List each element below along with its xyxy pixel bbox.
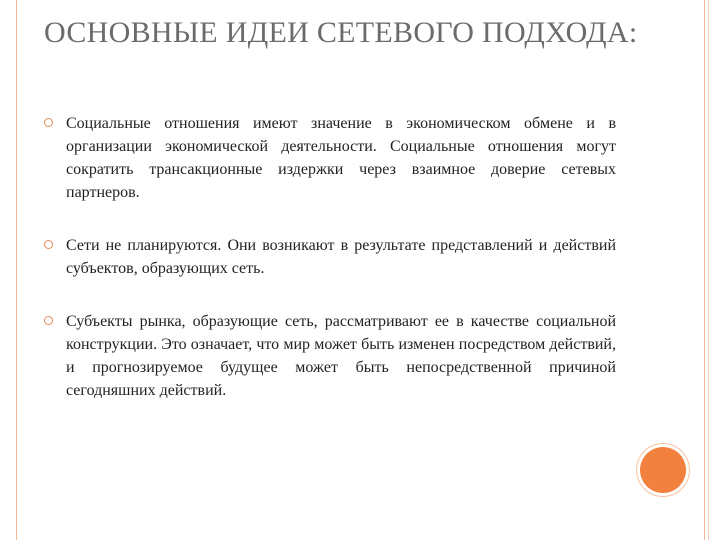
frame-line-left [16, 0, 17, 540]
bullet-text: Субъекты рынка, образующие сеть, рассматривают ее в качестве социальной конструкции. Это означает, что мир может быть изменен посредством действий, и прогнозируемое будущее может быть непосредственной причиной сегодняшних действий. [66, 313, 616, 399]
slide-title: ОСНОВНЫЕ ИДЕИ СЕТЕВОГО ПОДХОДА: [44, 16, 638, 49]
bullet-text: Социальные отношения имеют значение в экономическом обмене и в организации экономической деятельности. Социальные отношения могут сократить трансакционные издержки через взаимное доверие сетевых партнеров. [66, 115, 616, 201]
decorative-circle-icon [640, 447, 686, 493]
circle-bullet-icon [44, 240, 53, 249]
bullet-list [44, 112, 616, 402]
frame-line-right [704, 0, 705, 540]
bullet-text: Сети не планируются. Они возникают в результате представлений и действий субъектов, образующих сеть. [66, 237, 616, 277]
list-item [44, 310, 616, 402]
circle-bullet-icon [44, 118, 53, 127]
frame-line-right-outer [708, 0, 709, 540]
circle-bullet-icon [44, 316, 53, 325]
list-item [44, 112, 616, 204]
list-item [44, 234, 616, 280]
